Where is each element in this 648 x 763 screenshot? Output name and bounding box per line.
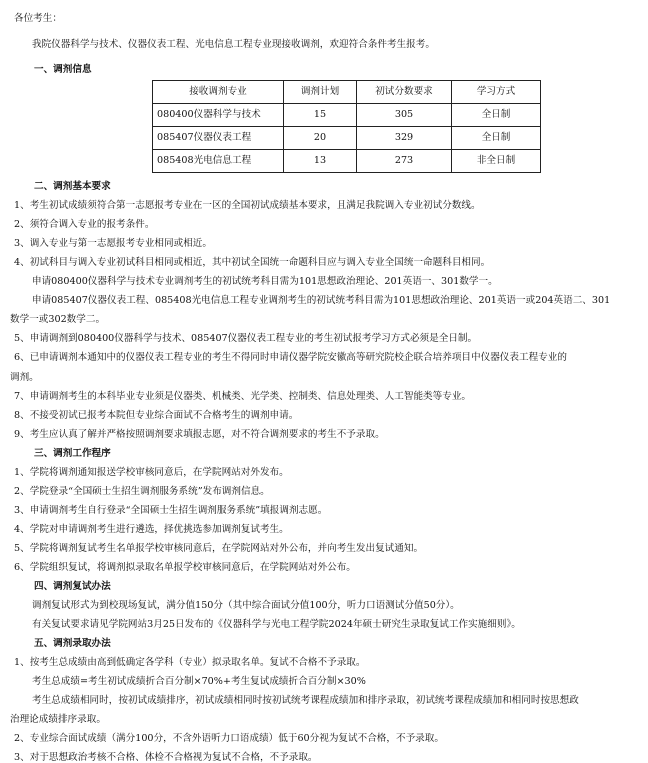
cell-score: 305 xyxy=(357,104,452,127)
procedure-6: 6、学院组织复试，将调剂拟录取名单报学校审核同意后，在学院网站对外公布。 xyxy=(14,562,356,573)
procedure-5: 5、学院将调剂复试考生名单报学校审核同意后，在学院网站对外公布，并向考生发出复试通知。 xyxy=(14,543,424,554)
cell-study-mode: 非全日制 xyxy=(452,150,541,173)
retest-method-1: 调剂复试形式为到校现场复试，满分值150分（其中综合面试分值100分，听力口语测试分值50分）。 xyxy=(32,600,460,611)
cell-score: 273 xyxy=(357,150,452,173)
procedure-4: 4、学院对申请调剂考生进行遴选，择优挑选参加调剂复试考生。 xyxy=(14,524,289,535)
requirement-1: 1、考生初试成绩须符合第一志愿报考专业在一区的全国初试成绩基本要求，且满足我院调入专业初试分数线。 xyxy=(14,200,481,211)
admission-3: 3、对于思想政治考核不合格、体检不合格视为复试不合格，不予录取。 xyxy=(14,752,318,763)
procedure-1: 1、学院将调剂通知报送学校审核同意后，在学院网站对外发布。 xyxy=(14,467,289,478)
cell-major: 085408光电信息工程 xyxy=(153,150,284,173)
admission-2: 2、专业综合面试成绩（满分100分，不含外语听力口语成绩）低于60分视为复试不合格，不予录取。 xyxy=(14,733,444,744)
cell-plan: 13 xyxy=(284,150,357,173)
header-score: 初试分数要求 xyxy=(357,81,452,104)
admission-tie-break: 考生总成绩相同时，按初试成绩排序，初试成绩相同时按初试统考课程成绩加和排序录取，初试统考课程成绩加和相同时按思想政 xyxy=(32,695,579,706)
admission-tie-break-cont: 治理论成绩排序录取。 xyxy=(10,714,106,725)
requirement-5: 5、申请调剂到080400仪器科学与技术、085407仪器仪表工程专业的考生初试报考学习方式必须是全日制。 xyxy=(14,333,478,344)
cell-plan: 20 xyxy=(284,127,357,150)
table-header-row xyxy=(153,81,541,104)
cell-plan: 15 xyxy=(284,104,357,127)
cell-study-mode: 全日制 xyxy=(452,104,541,127)
procedure-2: 2、学院登录“全国硕士生招生调剂服务系统”发布调剂信息。 xyxy=(14,486,270,497)
requirement-2: 2、须符合调入专业的报考条件。 xyxy=(14,219,155,230)
section-2-heading: 二、调剂基本要求 xyxy=(34,181,111,192)
greeting: 各位考生： xyxy=(14,13,62,24)
requirement-8: 8、不接受初试已报考本院但专业综合面试不合格考生的调剂申请。 xyxy=(14,410,299,421)
cell-major: 085407仪器仪表工程 xyxy=(153,127,284,150)
section-5-heading: 五、调剂录取办法 xyxy=(34,638,111,649)
table-row xyxy=(153,127,541,150)
intro-paragraph: 我院仪器科学与技术、仪器仪表工程、光电信息工程专业现接收调剂，欢迎符合条件考生报考。 xyxy=(32,39,435,50)
procedure-3: 3、申请调剂考生自行登录“全国硕士生招生调剂服务系统”填报调剂志愿。 xyxy=(14,505,328,516)
section-4-heading: 四、调剂复试办法 xyxy=(34,581,111,592)
section-3-heading: 三、调剂工作程序 xyxy=(34,448,111,459)
header-major: 接收调剂专业 xyxy=(153,81,284,104)
requirement-4-subject-b: 申请085407仪器仪表工程、085408光电信息工程专业调剂考生的初试统考科目需为101思想政治理论、201英语一或204英语二、301 xyxy=(32,295,611,306)
requirement-3: 3、调入专业与第一志愿报考专业相同或相近。 xyxy=(14,238,212,249)
table-row xyxy=(153,104,541,127)
requirement-4-subject-b-cont: 数学一或302数学二。 xyxy=(10,314,106,325)
cell-major: 080400仪器科学与技术 xyxy=(153,104,284,127)
cell-score: 329 xyxy=(357,127,452,150)
requirement-4: 4、初试科目与调入专业初试科目相同或相近，其中初试全国统一命题科目应与调入专业全国统一命题科目相同。 xyxy=(14,257,491,268)
requirement-4-subject-a: 申请080400仪器科学与技术专业调剂考生的初试统考科目需为101思想政治理论、201英语一、301数学一。 xyxy=(32,276,498,287)
admission-formula: 考生总成绩=考生初试成绩折合百分制×70%+考生复试成绩折合百分制×30% xyxy=(32,676,366,687)
requirement-6-cont: 调剂。 xyxy=(10,372,39,383)
retest-method-2: 有关复试要求请见学院网站3月25日发布的《仪器科学与光电工程学院2024年硕士研究生录取复试工作实施细则》。 xyxy=(32,619,521,630)
cell-study-mode: 全日制 xyxy=(452,127,541,150)
header-study-mode: 学习方式 xyxy=(452,81,541,104)
header-plan: 调剂计划 xyxy=(284,81,357,104)
requirement-6: 6、已申请调剂本通知中的仪器仪表工程专业的考生不得同时申请仪器学院安徽高等研究院校企联合培养项目中仪器仪表工程专业的 xyxy=(14,352,567,363)
requirement-9: 9、考生应认真了解并严格按照调剂要求填报志愿，对不符合调剂要求的考生不予录取。 xyxy=(14,429,385,440)
adjustment-info-table xyxy=(152,80,541,173)
admission-1: 1、按考生总成绩由高到低确定各学科（专业）拟录取名单。复试不合格不予录取。 xyxy=(14,657,366,668)
table-row xyxy=(153,150,541,173)
requirement-7: 7、申请调剂考生的本科毕业专业须是仪器类、机械类、光学类、控制类、信息处理类、人工智能类等专业。 xyxy=(14,391,472,402)
section-1-heading: 一、调剂信息 xyxy=(34,64,92,75)
